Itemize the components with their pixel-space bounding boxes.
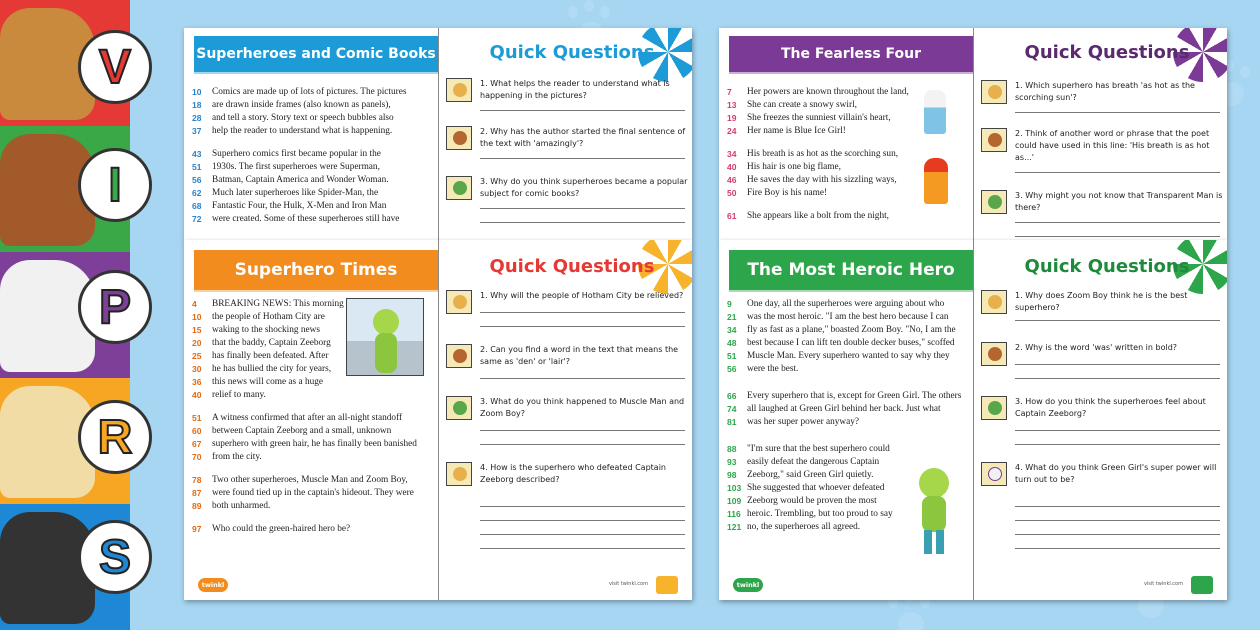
ice-girl-illustration (924, 90, 946, 134)
vipers-strip (0, 0, 133, 630)
text-line (192, 187, 432, 200)
worksheet-most-heroic-hero (719, 240, 1227, 600)
line-text: She can create a snowy swirl, (747, 100, 857, 110)
text-line (192, 125, 432, 138)
line-number: 24 (727, 126, 737, 136)
line-number: 9 (727, 299, 732, 309)
vipers-letter-s: S (78, 520, 152, 594)
line-number: 66 (727, 391, 737, 401)
text-line (192, 112, 432, 125)
line-text: all laughed at Green Girl behind her back. Just what (747, 404, 941, 414)
line-text: that the baddy, Captain Zeeborg (212, 338, 331, 348)
line-text: this news will come as a huge (212, 377, 324, 387)
line-number: 15 (192, 325, 202, 335)
line-text: both unharmed. (212, 501, 271, 511)
text-line (192, 99, 432, 112)
question-text: 3. Why do you think superheroes became a popular subject for comic books? (480, 177, 688, 198)
text-line (192, 425, 432, 438)
sheet-footer (733, 576, 1213, 594)
line-number: 56 (727, 364, 737, 374)
line-text: He saves the day with his sizzling ways, (747, 175, 897, 185)
answer-line[interactable] (1015, 548, 1220, 549)
line-text: were the best. (747, 364, 799, 374)
sheet-title: Superhero Times (194, 250, 438, 292)
line-text: She freezes the sunniest villain's heart, (747, 113, 891, 123)
text-line (727, 521, 912, 534)
line-text: best because I can lift ten double decker buses," scoffed (747, 338, 955, 348)
paragraph (192, 474, 432, 513)
text-line (727, 311, 967, 324)
line-text: fly as fast as a plane," boasted Zoom Boy. "No, I am the (747, 325, 956, 335)
quick-questions-title: Quick Questions (489, 42, 655, 63)
line-number: 93 (727, 457, 737, 467)
line-text: "I'm sure that the best superhero could (747, 444, 890, 454)
line-number: 121 (727, 522, 742, 532)
paragraph (727, 390, 967, 429)
vipers-letter-p: P (78, 270, 152, 344)
line-text: Comics are made up of lots of pictures. The pictures (212, 87, 407, 97)
line-number: 20 (192, 338, 202, 348)
dog-avatar-icon (981, 80, 1007, 104)
vipers-letter-i: I (78, 148, 152, 222)
line-text: Zeeborg," said Green Girl quietly. (747, 470, 874, 480)
line-text: between Captain Zeeborg and a small, unknown (212, 426, 392, 436)
worksheet-superhero-times (184, 240, 692, 600)
answer-line[interactable] (480, 110, 685, 111)
text-line (727, 324, 967, 337)
line-number: 40 (727, 162, 737, 172)
line-number: 30 (192, 364, 202, 374)
text-line (727, 210, 967, 223)
text-line (727, 403, 967, 416)
dog-avatar-icon (981, 462, 1007, 486)
twinkl-logo: twinkl (733, 578, 763, 592)
worksheet-fearless-four (719, 28, 1227, 240)
text-line (192, 376, 350, 389)
answer-line[interactable] (1015, 364, 1220, 365)
dog-avatar-icon (446, 344, 472, 368)
question-text: 4. What do you think Green Girl's super power will turn out to be? (1015, 463, 1217, 484)
line-number: 37 (192, 126, 202, 136)
line-number: 43 (192, 149, 202, 159)
line-text: Muscle Man. Every superhero wanted to say why they (747, 351, 950, 361)
line-text: help the reader to understand what is happening. (212, 126, 393, 136)
text-line (727, 456, 912, 469)
answer-line[interactable] (480, 506, 685, 507)
answer-line[interactable] (480, 444, 685, 445)
dog-avatar-icon (446, 290, 472, 314)
column-divider (973, 28, 974, 240)
question-text: 1. What helps the reader to understand what is happening in the pictures? (480, 79, 670, 100)
line-number: 48 (727, 338, 737, 348)
line-text: easily defeat the dangerous Captain (747, 457, 880, 467)
answer-line[interactable] (1015, 506, 1220, 507)
line-text: One day, all the superheroes were arguing about who (747, 299, 945, 309)
question-text: 3. How do you think the superheroes feel about Captain Zeeborg? (1015, 397, 1206, 418)
line-text: Her name is Blue Ice Girl! (747, 126, 846, 136)
line-number: 13 (727, 100, 737, 110)
question-text: 3. Why might you not know that Transparent Man is there? (1015, 191, 1223, 212)
line-number: 51 (727, 351, 737, 361)
line-text: he has bullied the city for years, (212, 364, 332, 374)
line-text: His hair is one big flame, (747, 162, 841, 172)
text-line (192, 148, 432, 161)
text-line (727, 469, 912, 482)
paragraph (192, 523, 432, 536)
text-line (727, 508, 912, 521)
line-text: 1930s. The first superheroes were Superman, (212, 162, 380, 172)
paragraph (192, 298, 350, 402)
dog-avatar-icon (446, 126, 472, 150)
line-text: Two other superheroes, Muscle Man and Zoom Boy, (212, 475, 408, 485)
line-number: 88 (727, 444, 737, 454)
line-text: was her super power anyway? (747, 417, 860, 427)
sheet-footer (198, 576, 678, 594)
text-line (192, 311, 350, 324)
line-number: 46 (727, 175, 737, 185)
answer-line[interactable] (480, 158, 685, 159)
line-text: A witness confirmed that after an all-night standoff (212, 413, 403, 423)
answer-line[interactable] (1015, 534, 1220, 535)
text-line (727, 390, 967, 403)
quick-questions-title: Quick Questions (1024, 256, 1190, 277)
text-line (192, 350, 350, 363)
dog-avatar-icon (981, 190, 1007, 214)
answer-line[interactable] (480, 208, 685, 209)
line-number: 98 (727, 470, 737, 480)
line-number: 103 (727, 483, 742, 493)
sheet-title: Superheroes and Comic Books (194, 36, 438, 74)
text-line (192, 438, 432, 451)
line-number: 70 (192, 452, 202, 462)
text-line (192, 389, 350, 402)
line-text: Her powers are known throughout the land, (747, 87, 909, 97)
line-number: 36 (192, 377, 202, 387)
text-line (192, 161, 432, 174)
quality-badge-icon (1191, 576, 1213, 594)
line-text: from the city. (212, 452, 262, 462)
text-line (192, 412, 432, 425)
twinkl-logo: twinkl (198, 578, 228, 592)
line-number: 72 (192, 214, 202, 224)
line-number: 18 (192, 100, 202, 110)
line-number: 87 (192, 488, 202, 498)
line-text: Superhero comics first became popular in the (212, 149, 381, 159)
line-text: Who could the green-haired hero be? (212, 524, 351, 534)
answer-line[interactable] (1015, 112, 1220, 113)
text-line (192, 451, 432, 464)
dog-avatar-icon (981, 128, 1007, 152)
text-body (727, 298, 967, 544)
quick-questions-title: Quick Questions (1024, 42, 1190, 63)
text-line (192, 200, 432, 213)
line-text: Every superhero that is, except for Green Girl. The others (747, 391, 962, 401)
line-text: no, the superheroes all agreed. (747, 522, 861, 532)
dog-avatar-icon (981, 342, 1007, 366)
quick-questions-title: Quick Questions (489, 256, 655, 277)
text-body (192, 86, 432, 236)
question-text: 2. Can you find a word in the text that means the same as 'den' or 'lair'? (480, 345, 679, 366)
paragraph (727, 210, 967, 223)
paragraph (727, 298, 967, 376)
question-text: 1. Why will the people of Hotham City be relieved? (480, 291, 684, 300)
line-number: 68 (192, 201, 202, 211)
answer-line[interactable] (1015, 444, 1220, 445)
text-body (192, 298, 432, 546)
quality-badge-icon (656, 576, 678, 594)
text-line (192, 86, 432, 99)
line-number: 81 (727, 417, 737, 427)
line-number: 34 (727, 149, 737, 159)
line-text: waking to the shocking news (212, 325, 320, 335)
line-text: BREAKING NEWS: This morning (212, 299, 344, 309)
line-number: 34 (727, 325, 737, 335)
line-number: 40 (192, 390, 202, 400)
line-number: 7 (727, 87, 732, 97)
line-number: 10 (192, 87, 202, 97)
text-line (192, 500, 432, 513)
line-text: Much later superheroes like Spider-Man, the (212, 188, 379, 198)
column-divider (438, 240, 439, 600)
vipers-letter-r: R (78, 400, 152, 474)
line-number: 62 (192, 188, 202, 198)
answer-line[interactable] (480, 378, 685, 379)
paragraph (192, 148, 432, 226)
line-number: 19 (727, 113, 737, 123)
dog-avatar-icon (446, 396, 472, 420)
line-text: She suggested that whoever defeated (747, 483, 885, 493)
answer-line[interactable] (1015, 378, 1220, 379)
text-line (727, 363, 967, 376)
dog-avatar-icon (446, 176, 472, 200)
line-text: were found tied up in the captain's hideout. They were (212, 488, 414, 498)
line-text: Zeeborg would be proven the most (747, 496, 877, 506)
line-text: Fire Boy is his name! (747, 188, 828, 198)
line-number: 51 (192, 162, 202, 172)
line-number: 50 (727, 188, 737, 198)
paragraph (192, 86, 432, 138)
line-text: has finally been defeated. After (212, 351, 329, 361)
text-line (192, 213, 432, 226)
sheet-title: The Most Heroic Hero (729, 250, 973, 292)
answer-line[interactable] (480, 312, 685, 313)
text-line (192, 324, 350, 337)
text-line (192, 474, 432, 487)
column-divider (973, 240, 974, 600)
answer-line[interactable] (1015, 236, 1220, 237)
line-text: His breath is as hot as the scorching sun, (747, 149, 899, 159)
text-line (192, 523, 432, 536)
text-line (192, 174, 432, 187)
line-number: 4 (192, 299, 197, 309)
line-text: and tell a story. Story text or speech bubbles also (212, 113, 394, 123)
question-text: 2. Why has the author started the final sentence of the text with 'amazingly'? (480, 127, 686, 148)
line-number: 67 (192, 439, 202, 449)
answer-line[interactable] (480, 430, 685, 431)
answer-line[interactable] (1015, 320, 1220, 321)
line-number: 21 (727, 312, 737, 322)
line-text: Batman, Captain America and Wonder Woman. (212, 175, 389, 185)
text-line (192, 487, 432, 500)
line-number: 78 (192, 475, 202, 485)
line-number: 97 (192, 524, 202, 534)
line-number: 60 (192, 426, 202, 436)
column-divider (438, 28, 439, 240)
answer-line[interactable] (1015, 430, 1220, 431)
question-text: 4. How is the superhero who defeated Captain Zeeborg described? (480, 463, 666, 484)
answer-line[interactable] (480, 534, 685, 535)
line-number: 89 (192, 501, 202, 511)
footer-site-link[interactable]: visit twinkl.com (608, 581, 648, 587)
text-line (727, 495, 912, 508)
line-text: She appears like a bolt from the night, (747, 211, 889, 221)
text-line (727, 350, 967, 363)
line-text: relief to many. (212, 390, 266, 400)
dog-avatar-icon (981, 396, 1007, 420)
text-line (727, 298, 967, 311)
dog-avatar-icon (981, 290, 1007, 314)
sheet-title: The Fearless Four (729, 36, 973, 74)
fire-boy-illustration (924, 158, 948, 204)
footer-site-link[interactable]: visit twinkl.com (1143, 581, 1183, 587)
line-text: was the most heroic. "I am the best hero because I can (747, 312, 949, 322)
line-text: heroic. Trembling, but too proud to say (747, 509, 893, 519)
line-number: 10 (192, 312, 202, 322)
worksheet-comic-books (184, 28, 692, 240)
answer-line[interactable] (480, 222, 685, 223)
line-number: 116 (727, 509, 741, 519)
line-number: 109 (727, 496, 742, 506)
text-line (727, 443, 912, 456)
answer-line[interactable] (1015, 222, 1220, 223)
text-line (727, 337, 967, 350)
dog-avatar-icon (446, 78, 472, 102)
text-line (727, 416, 967, 429)
question-text: 1. Why does Zoom Boy think he is the best superhero? (1015, 291, 1188, 312)
answer-line[interactable] (480, 520, 685, 521)
line-number: 56 (192, 175, 202, 185)
text-line (727, 482, 912, 495)
dog-avatar-icon (446, 462, 472, 486)
line-number: 28 (192, 113, 202, 123)
answer-line[interactable] (480, 548, 685, 549)
line-text: are drawn inside frames (also known as panels), (212, 100, 391, 110)
line-number: 61 (727, 211, 737, 221)
paragraph (192, 412, 432, 464)
question-text: 1. Which superhero has breath 'as hot as the scorching sun'? (1015, 81, 1195, 102)
line-text: superhero with green hair, he has finally been banished (212, 439, 417, 449)
answer-line[interactable] (1015, 520, 1220, 521)
line-text: Fantastic Four, the Hulk, X-Men and Iron Man (212, 201, 387, 211)
line-text: the people of Hotham City are (212, 312, 325, 322)
line-number: 51 (192, 413, 202, 423)
vipers-letter-v: V (78, 30, 152, 104)
question-text: 2. Why is the word 'was' written in bold? (1015, 343, 1178, 352)
question-text: 3. What do you think happened to Muscle Man and Zoom Boy? (480, 397, 685, 418)
line-number: 25 (192, 351, 202, 361)
line-number: 74 (727, 404, 737, 414)
paragraph (727, 443, 912, 534)
question-text: 2. Think of another word or phrase that the poet could have used in this line: 'His breath is as hot as...' (1015, 129, 1210, 162)
text-line (192, 337, 350, 350)
text-line (192, 363, 350, 376)
answer-line[interactable] (480, 326, 685, 327)
line-text: were created. Some of these superheroes still have (212, 214, 400, 224)
answer-line[interactable] (1015, 172, 1220, 173)
text-line (192, 298, 350, 311)
